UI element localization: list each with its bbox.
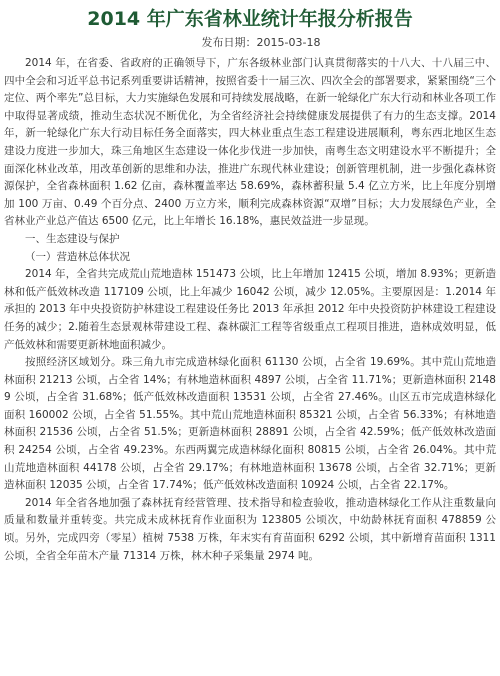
section-heading: 一、生态建设与保护 — [25, 232, 120, 245]
report-body — [4, 55, 496, 565]
publish-date: 发布日期：2015-03-18 — [201, 36, 321, 49]
forest-management-paragraph: 2014 年全省各地加强了森林抚育经营管理、技术指导和检查验收，推动造林绿化工作从注重数量向质量和数量并重转变。共完成未成林抚育作业面积为 123805 公顷次，中幼龄林抚育面积 478859 公顷。另外，完成四旁（零星）植树 7538 万株，年末实有育苗面积 6292 公顷，其中新增育苗面积 1311 公顷，全省全年苗木产量 71314 万株，林木种子采集量 2974 吨。 — [4, 496, 496, 562]
intro-paragraph: 2014 年，在省委、省政府的正确领导下，广东各级林业部门认真贯彻落实的十八大、十八届三中、四中全会和习近平总书记系列重要讲话精神，按照省委十一届三次、四次全会的部署要求，紧紧围绕“三个定位、两个率先”总目标，大力实施绿色发展和可持续发展战略，在新一轮绿化广东大行动和林业各项工作中取得显著成绩，推动生态状况不断优化，为全省经济社会持续健康发展提供了有力的生态支撑。2014 年，新一轮绿化广东大行动目标任务全面落实，四大林业重点生态工程建设进展顺利，粤东西北地区生态建设力度进一步加大，珠三角地区生态建设一体化步伐进一步加快，南粤生态文明建设水平不断提升；全面深化林业改革，用改革创新的思维和办法，推进广东现代林业建设；创新管理机制，进一步强化森林资源保护，全省森林面积 1.62 亿亩，森林覆盖率达 58.69%，森林蓄积量 5.4 亿立方米，比上年度分别增加 100 万亩、0.49 个百分点、2400 万立方米，顺利完成森林资源“双增”目标；大力发展绿色产业，全省林业产业总产值达 6500 亿元，比上年增长 16.18%，惠民效益进一步显现。 — [4, 57, 496, 228]
report-title: 2014 年广东省林业统计年报分析报告 — [87, 8, 413, 30]
subsection-heading: （一）营造林总体状况 — [25, 250, 130, 263]
afforestation-paragraph: 2014 年，全省共完成荒山荒地造林 151473 公顷，比上年增加 12415 公顷，增加 8.93%；更新造林和低产低效林改造 117109 公顷，比上年减少 16042 公顷，减少 12.05%。主要原因是：1.2014 年承担的 2013 年中央投资防护林建设工程建设任务比 2013 年承担 2012 年中央投资防护林建设工程建设任务的减少；2.随着生态景观林带建设工程、森林碳汇工程等省级重点工程项目推进，造林成效明显，低产低效林和需要更新林地面积减少。 — [4, 268, 496, 351]
regional-breakdown-paragraph: 按照经济区域划分。珠三角九市完成造林绿化面积 61130 公顷，占全省 19.69%。其中荒山荒地造林面积 21213 公顷，占全省 14%；有林地造林面积 4897 公顷，占全省 11.71%；更新造林面积 21489 公顷，占全省 31.68%；低产低效林改造面积 13531 公顷，占全省 27.46%。山区五市完成造林绿化面积 160002 公顷，占全省 51.55%。其中荒山荒地造林面积 85321 公顷，占全省 56.33%；有林地造林面积 21536 公顷，占全省 51.5%；更新造林面积 28891 公顷，占全省 42.59%；低产低效林改造面积 24254 公顷，占全省 49.23%。东西两翼完成造林绿化面积 80815 公顷，占全省 26.04%。其中荒山荒地造林面积 44178 公顷，占全省 29.17%；有林地造林面积 13678 公顷，占全省 32.71%；更新造林面积 12035 公顷，占全省 17.74%；低产低效林改造面积 10924 公顷，占全省 22.17%。 — [4, 356, 496, 492]
